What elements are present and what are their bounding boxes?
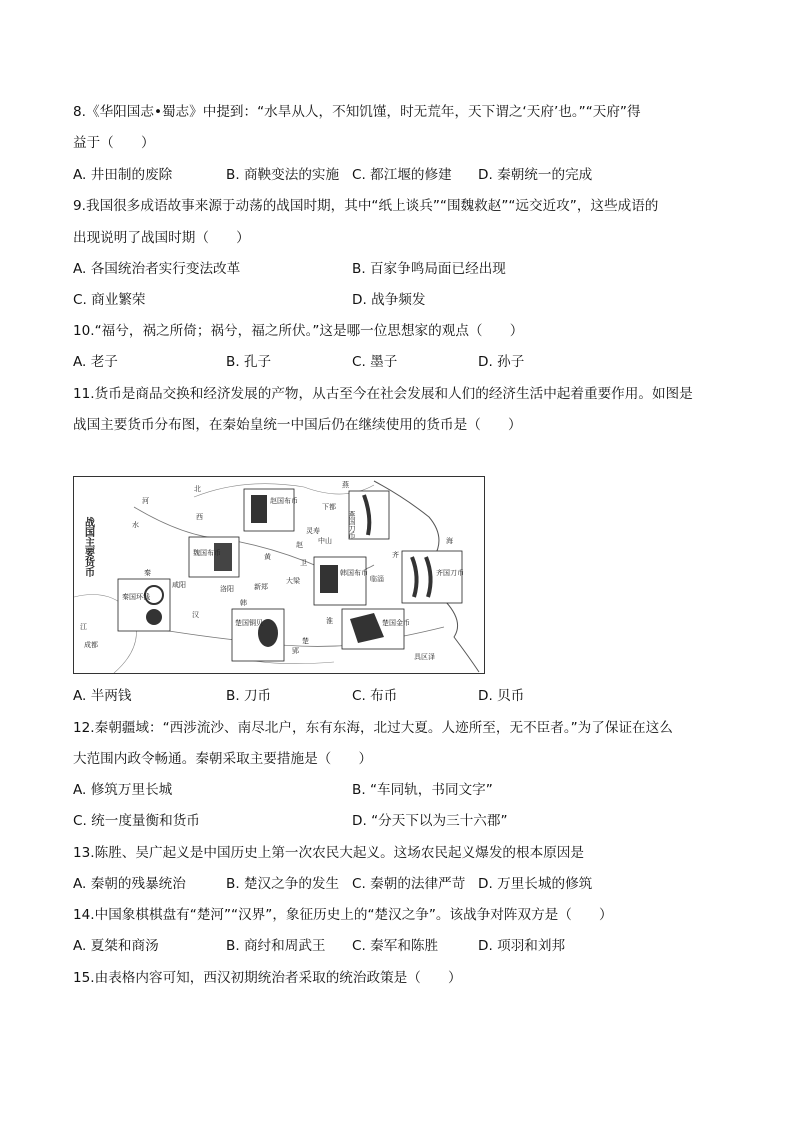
place-lingshou: 灵寿 [306,527,320,535]
q13-option-c[interactable]: C. 秦朝的法律严苛 [352,876,466,892]
q10-option-d[interactable]: D. 孙子 [478,354,525,370]
place-xiadu: 下都 [322,503,336,511]
q14-option-c[interactable]: C. 秦军和陈胜 [352,938,439,954]
svg-text:韩国布币: 韩国布币 [340,569,368,577]
place-qi: 齐 [392,551,399,559]
coin-zhao-bubi [244,489,298,531]
q9-option-a[interactable]: A. 各国统治者实行变法改革 [73,261,241,277]
q8-option-c[interactable]: C. 都江堰的修建 [352,167,452,183]
q9-option-d[interactable]: D. 战争频发 [352,292,426,308]
place-jiang: 江 [80,623,87,631]
place-he: 河 [142,497,149,505]
place-xinzheng: 新郑 [254,583,268,591]
place-xianyang: 咸阳 [172,581,186,589]
coin-han-bubi [314,557,368,605]
q8-option-d[interactable]: D. 秦朝统一的完成 [478,167,593,183]
coin-chu-tongbei [232,609,284,661]
q11-stem-line1: 11.货币是商品交换和经济发展的产物，从古至今在社会发展和人们的经济生活中起着重要作用。如图是 [73,386,693,402]
q10-option-c[interactable]: C. 墨子 [352,354,398,370]
q9-stem-line2: 出现说明了战国时期（ ） [73,230,250,246]
q15-stem: 15.由表格内容可知，西汉初期统治者采取的统治政策是（ ） [73,970,462,986]
q13-option-b[interactable]: B. 楚汉之争的发生 [226,876,340,892]
q11-option-c[interactable]: C. 布币 [352,688,398,704]
svg-text:魏国布币: 魏国布币 [193,549,221,557]
q12-option-b[interactable]: B. “车同轨，书同文字” [352,782,493,798]
q11-option-d[interactable]: D. 贝币 [478,688,525,704]
q12-option-a[interactable]: A. 修筑万里长城 [73,782,173,798]
q14-option-b[interactable]: B. 商纣和周武王 [226,938,326,954]
place-huai: 淮 [326,617,333,625]
place-ying: 郢 [292,647,299,655]
q10-stem: 10.“福兮，祸之所倚；祸兮，福之所伏。”这是哪一位思想家的观点（ ） [73,323,524,339]
q10-option-a[interactable]: A. 老子 [73,354,118,370]
place-xi: 西 [196,513,203,521]
place-bei: 北 [194,485,201,493]
q13-option-a[interactable]: A. 秦朝的残暴统治 [73,876,186,892]
place-yan: 燕 [342,481,349,489]
place-han-river: 汉 [192,611,199,619]
place-zhongshan: 中山 [318,537,332,545]
q8-option-a[interactable]: A. 井田制的废除 [73,167,173,183]
map-title: 战国主要货币 [82,517,94,577]
q13-stem: 13.陈胜、吴广起义是中国历史上第一次农民大起义。这场农民起义爆发的根本原因是 [73,845,584,861]
svg-text:楚国铜贝: 楚国铜贝 [235,619,263,627]
q11-stem-line2: 战国主要货币分布图，在秦始皇统一中国后仍在继续使用的货币是（ ） [73,417,522,433]
q14-option-d[interactable]: D. 项羽和刘邦 [478,938,566,954]
coin-qi-daobi [402,551,464,603]
place-shui: 水 [132,521,139,529]
coin-yan-daobi [348,491,390,540]
svg-text:楚国金币: 楚国金币 [382,619,410,627]
q10-option-b[interactable]: B. 孔子 [226,354,272,370]
q12-option-d[interactable]: D. “分天下以为三十六郡” [352,813,508,829]
q9-option-b[interactable]: B. 百家争鸣局面已经出现 [352,261,506,277]
coin-qin-huanqian [118,579,170,631]
place-chengdu: 成都 [84,641,98,649]
q9-stem-line1: 9.我国很多成语故事来源于动荡的战国时期，其中“纸上谈兵”“围魏救赵”“远交近攻”，这些成语的 [73,198,659,214]
q12-stem-line1: 12.秦朝疆域：“西涉流沙、南尽北户，东有东海，北过大夏。人迹所至，无不臣者。”为了保证在这么 [73,720,673,736]
currency-map-svg [74,477,484,673]
place-luoyang: 洛阳 [220,585,234,593]
q12-stem-line2: 大范围内政令畅通。秦朝采取主要措施是（ ） [73,751,373,767]
q9-option-c[interactable]: C. 商业繁荣 [73,292,146,308]
svg-text:秦国环钱: 秦国环钱 [122,593,150,601]
q14-stem: 14.中国象棋棋盘有“楚河”“汉界”，象征历史上的“楚汉之争”。该战争对阵双方是（ ） [73,907,613,923]
place-hai: 海 [446,537,453,545]
svg-text:赵国布币: 赵国布币 [270,497,298,505]
q13-option-d[interactable]: D. 万里长城的修筑 [478,876,593,892]
svg-text:燕国刀币: 燕国刀币 [348,511,356,539]
place-zhao: 赵 [296,541,303,549]
svg-text:齐国刀币: 齐国刀币 [436,569,464,577]
q8-stem-line2: 益于（ ） [73,135,155,151]
q12-option-c[interactable]: C. 统一度量衡和货币 [73,813,200,829]
warring-states-currency-map [73,476,485,674]
place-han-state: 韩 [240,599,247,607]
place-juquze: 具区泽 [414,653,435,661]
q14-option-a[interactable]: A. 夏桀和商汤 [73,938,159,954]
place-qin: 秦 [144,569,151,577]
q8-option-b[interactable]: B. 商鞅变法的实施 [226,167,340,183]
q11-option-b[interactable]: B. 刀币 [226,688,272,704]
coin-chu-jinbi [342,609,410,649]
place-chu: 楚 [302,637,309,645]
place-daliang: 大梁 [286,577,300,585]
place-huang: 黄 [264,553,271,561]
place-linzi: 临淄 [370,575,384,583]
place-wei: 卫 [300,559,307,567]
q11-option-a[interactable]: A. 半两钱 [73,688,132,704]
coin-wei-bubi [189,537,239,577]
q8-stem-line1: 8.《华阳国志•蜀志》中提到：“水旱从人，不知饥馑，时无荒年，天下谓之‘天府’也。”“天府”得 [73,104,641,120]
